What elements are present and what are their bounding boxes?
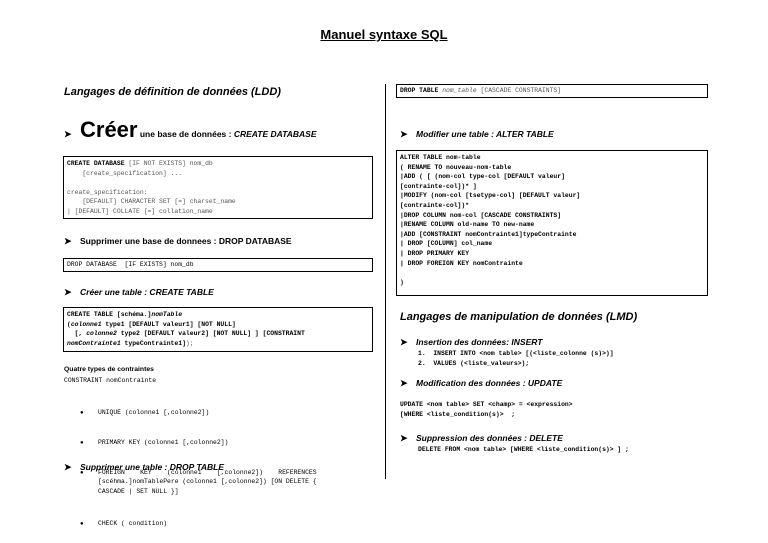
column-divider	[385, 84, 386, 479]
code-line: )	[400, 278, 404, 286]
creer-italic-text: CREATE DATABASE	[233, 129, 317, 139]
delete-code: DELETE FROM <nom table> [WHERE <liste_condition(s)> ] ;	[418, 446, 629, 453]
code-line: |ADD ( [ (nom-col type-col [DEFAULT valeur]	[400, 173, 565, 181]
drop-database-code-box	[63, 258, 373, 272]
code-line: |RENAME COLUMN old-name TO new-name	[400, 221, 535, 229]
code-text: DROP DATABASE [IF EXISTS] nom_db	[67, 261, 194, 268]
insert-code	[418, 349, 614, 368]
ldd-heading: Langages de définition de données (LDD)	[64, 86, 281, 98]
drop-table-code-box	[396, 84, 708, 98]
code-line: | DROP [COLUMN] col_name	[400, 240, 493, 248]
code-italic: nomTable	[151, 311, 183, 318]
page-title: Manuel syntaxe SQL	[320, 27, 448, 42]
update-code	[400, 400, 573, 419]
code-keyword: CREATE TABLE [schéma.]	[67, 311, 152, 318]
list-item: ● FOREIGN KEY (colonne1 [,colonne2]) REFERENCES [scéhma.]nomTablePere (colonne1 [,colonne2]) [ON DELETE { CASCADE | SET NULL }]	[64, 468, 374, 497]
code-line: [contrainte-col])*	[400, 201, 470, 209]
code-text: type2 [DEFAULT valeur2] [NOT NULL] ] [CONSTRAINT	[116, 330, 305, 338]
create-database-code-box	[63, 156, 373, 219]
arrow-icon: ➤	[64, 129, 72, 139]
code-keyword: CREATE DATABASE	[67, 160, 125, 167]
code-text: typeContrainte1]	[120, 339, 186, 347]
code-line: [contrainte-col])* ]	[400, 182, 477, 190]
code-italic: colonne1	[70, 320, 102, 328]
drop-table-bullet	[64, 462, 224, 473]
create-table-heading: Créer une table : CREATE TABLE	[80, 287, 214, 297]
drop-table-heading: Supprimer une table : DROP TABLE	[80, 462, 225, 472]
insert-bullet	[400, 337, 542, 348]
code-text: type1 [DEFAULT valeur1] [NOT NULL]	[101, 320, 236, 328]
arrow-icon: ➤	[64, 236, 72, 246]
arrow-icon: ➤	[64, 462, 72, 472]
delete-heading: Suppression des données : DELETE	[416, 433, 563, 443]
arrow-icon: ➤	[400, 129, 408, 139]
constraint-line: CONSTRAINT nomContrainte	[64, 377, 157, 384]
code-keyword: DROP TABLE	[400, 87, 439, 94]
code-line: 2. VALUES (<liste_valeurs>);	[418, 359, 530, 367]
update-bullet	[400, 378, 562, 389]
code-text: [create_specification] ...	[67, 169, 183, 177]
code-text: create_specification:	[67, 188, 148, 196]
code-text: [,	[67, 330, 87, 338]
code-line: 1. INSERT INTO <nom table> [(<liste_colonne (s)>)]	[418, 350, 614, 357]
code-line: | DROP PRIMARY KEY	[400, 249, 470, 257]
creer-big-text: Créer	[80, 117, 138, 142]
code-line: |MODIFY (nom-col [tsetype-col] [DEFAULT valeur]	[400, 192, 581, 200]
code-line: | DROP FOREIGN KEY nomContrainte	[400, 259, 523, 267]
alter-table-code-box	[396, 150, 708, 296]
list-item: ● CHECK ( condition)	[64, 519, 374, 529]
creer-rest-text: une base de données :	[137, 129, 234, 139]
update-heading: Modification des données : UPDATE	[416, 378, 563, 388]
code-italic: colonne2	[86, 330, 117, 338]
arrow-icon: ➤	[400, 378, 408, 388]
arrow-icon: ➤	[64, 287, 72, 297]
alter-table-heading: Modifier une table : ALTER TABLE	[416, 129, 554, 139]
code-italic: nomContrainte1	[67, 339, 121, 347]
lmd-heading: Langages de manipulation de données (LMD)	[400, 311, 638, 323]
arrow-icon: ➤	[400, 433, 408, 443]
arrow-icon: ➤	[400, 337, 408, 347]
delete-bullet	[400, 433, 563, 444]
alter-table-bullet	[400, 129, 554, 140]
list-item: ● UNIQUE (colonne1 [,colonne2])	[64, 408, 374, 418]
drop-database-heading: Supprimer une base de donnees : DROP DATABASE	[80, 236, 292, 246]
code-text: [IF NOT EXISTS] nom_db	[124, 160, 213, 167]
code-italic: nom_table	[438, 87, 477, 94]
insert-heading: Insertion des données: INSERT	[416, 337, 543, 347]
code-line: [WHERE <liste_condition(s)> ;	[400, 410, 516, 418]
code-text: [DEFAULT] CHARACTER SET [=] charset_name	[67, 198, 236, 206]
code-line: |ADD [CONSTRAINT nomContrainte1]typeContrainte	[400, 230, 577, 238]
code-text: );	[185, 339, 194, 347]
constraint-types-label: Quatre types de contraintes	[64, 366, 154, 373]
code-line: UPDATE <nom table> SET <champ> = <expression>	[400, 401, 573, 408]
list-item: ● PRIMARY KEY (colonne1 [,colonne2])	[64, 438, 374, 448]
code-line: ( RENAME TO nouveau-nom-table	[400, 163, 512, 171]
code-line	[400, 268, 704, 278]
drop-database-bullet	[64, 236, 292, 247]
create-table-code-box	[63, 307, 373, 352]
code-text: [CASCADE CONSTRAINTS]	[476, 87, 562, 94]
creer-bullet	[64, 117, 316, 143]
code-text: (	[67, 320, 71, 328]
create-table-bullet	[64, 287, 214, 298]
code-text: | [DEFAULT] COLLATE [=] collation_name	[67, 207, 213, 215]
code-line: |DROP COLUMN nom-col [CASCADE CONSTRAINTS]	[400, 211, 562, 219]
code-line: ALTER TABLE nom-table	[400, 154, 481, 161]
